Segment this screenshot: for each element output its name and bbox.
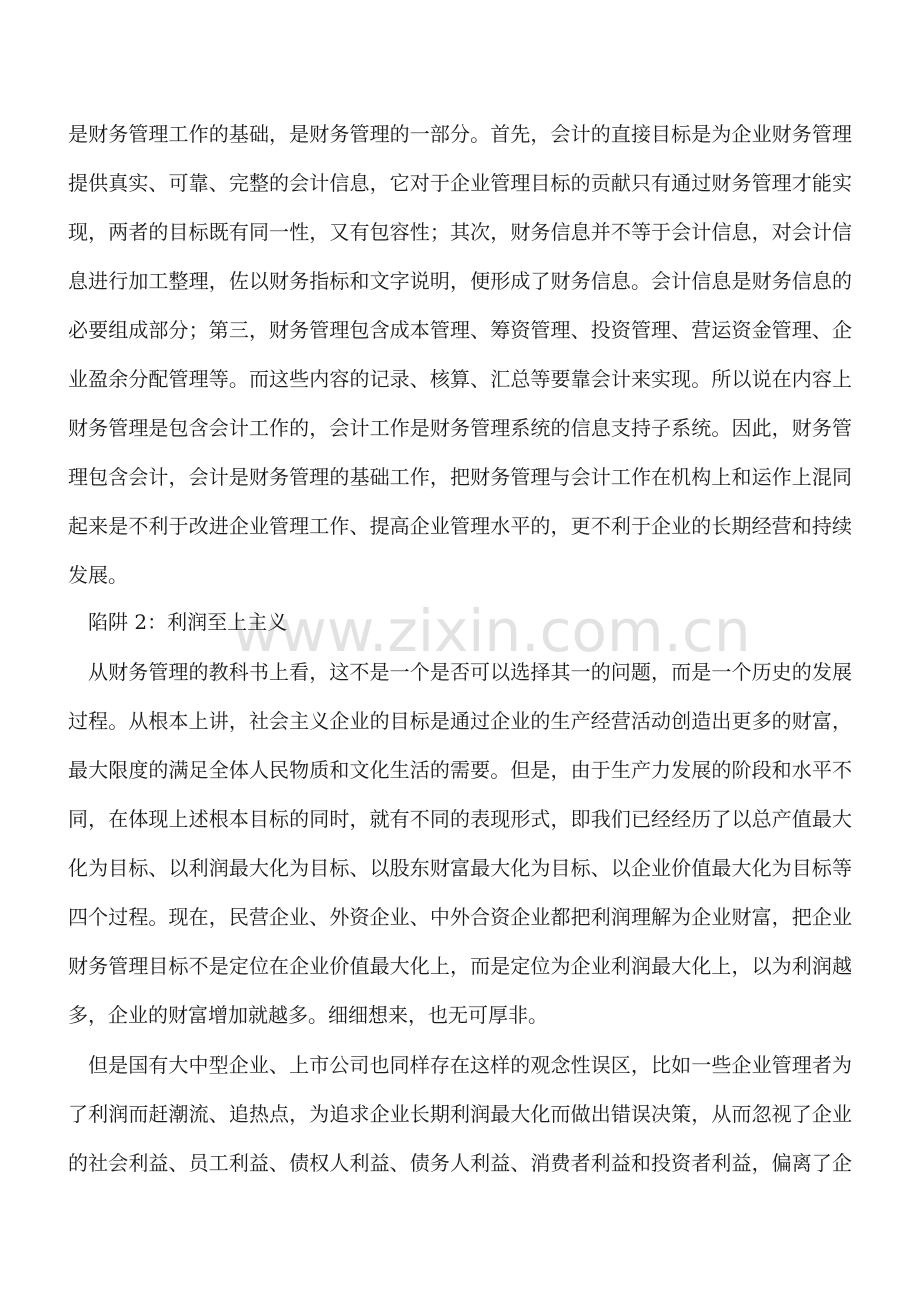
paragraph-1-line-6: 业盈余分配管理等。而这些内容的记录、核算、汇总等要靠会计来实现。所以说在内容上 (68, 367, 852, 391)
paragraph-1-line-7: 财务管理是包含会计工作的，会计工作是财务管理系统的信息支持子系统。因此，财务管 (68, 416, 852, 440)
paragraph-1-line-3: 现，两者的目标既有同一性，又有包容性；其次，财务信息并不等于会计信息，对会计信 (68, 220, 852, 244)
paragraph-3-line-3: 的社会利益、员工利益、债权人利益、债务人利益、消费者利益和投资者利益，偏离了企 (68, 1151, 852, 1175)
paragraph-2-line-2: 过程。从根本上讲，社会主义企业的目标是通过企业的生产经营活动创造出更多的财富， (68, 709, 852, 733)
section-heading: 陷阱 2：利润至上主义 (88, 610, 288, 634)
paragraph-3-line-1: 但是国有大中型企业、上市公司也同样存在这样的观念性误区，比如一些企业管理者为 (88, 1053, 852, 1077)
watermark: www.zixin.com.cn (232, 597, 751, 665)
paragraph-2-line-1: 从财务管理的教科书上看，这不是一个是否可以选择其一的问题，而是一个历史的发展 (88, 660, 852, 684)
paragraph-2-line-5: 化为目标、以利润最大化为目标、以股东财富最大化为目标、以企业价值最大化为目标等 (68, 856, 852, 880)
paragraph-2-line-6: 四个过程。现在，民营企业、外资企业、中外合资企业都把利润理解为企业财富，把企业 (68, 905, 852, 929)
paragraph-1-line-9: 起来是不利于改进企业管理工作、提高企业管理水平的，更不利于企业的长期经营和持续 (68, 514, 852, 538)
paragraph-1-line-8: 理包含会计，会计是财务管理的基础工作，把财务管理与会计工作在机构上和运作上混同 (68, 465, 852, 489)
paragraph-2-line-7: 财务管理目标不是定位在企业价值最大化上，而是定位为企业利润最大化上，以为利润越 (68, 954, 852, 978)
paragraph-1-line-4: 息进行加工整理，佐以财务指标和文字说明，便形成了财务信息。会计信息是财务信息的 (68, 269, 852, 293)
paragraph-1-line-10: 发展。 (68, 563, 128, 587)
paragraph-1-line-2: 提供真实、可靠、完整的会计信息，它对于企业管理目标的贡献只有通过财务管理才能实 (68, 171, 852, 195)
paragraph-2-line-3: 最大限度的满足全体人民物质和文化生活的需要。但是，由于生产力发展的阶段和水平不 (68, 758, 852, 782)
paragraph-3-line-2: 了利润而赶潮流、追热点，为追求企业长期利润最大化而做出错误决策，从而忽视了企业 (68, 1102, 852, 1126)
paragraph-2-line-4: 同，在体现上述根本目标的同时，就有不同的表现形式，即我们已经经历了以总产值最大 (68, 807, 852, 831)
paragraph-1-line-1: 是财务管理工作的基础，是财务管理的一部分。首先，会计的直接目标是为企业财务管理 (68, 122, 852, 146)
paragraph-2-line-8: 多，企业的财富增加就越多。细细想来，也无可厚非。 (68, 1003, 548, 1027)
paragraph-1-line-5: 必要组成部分；第三，财务管理包含成本管理、筹资管理、投资管理、营运资金管理、企 (68, 318, 852, 342)
